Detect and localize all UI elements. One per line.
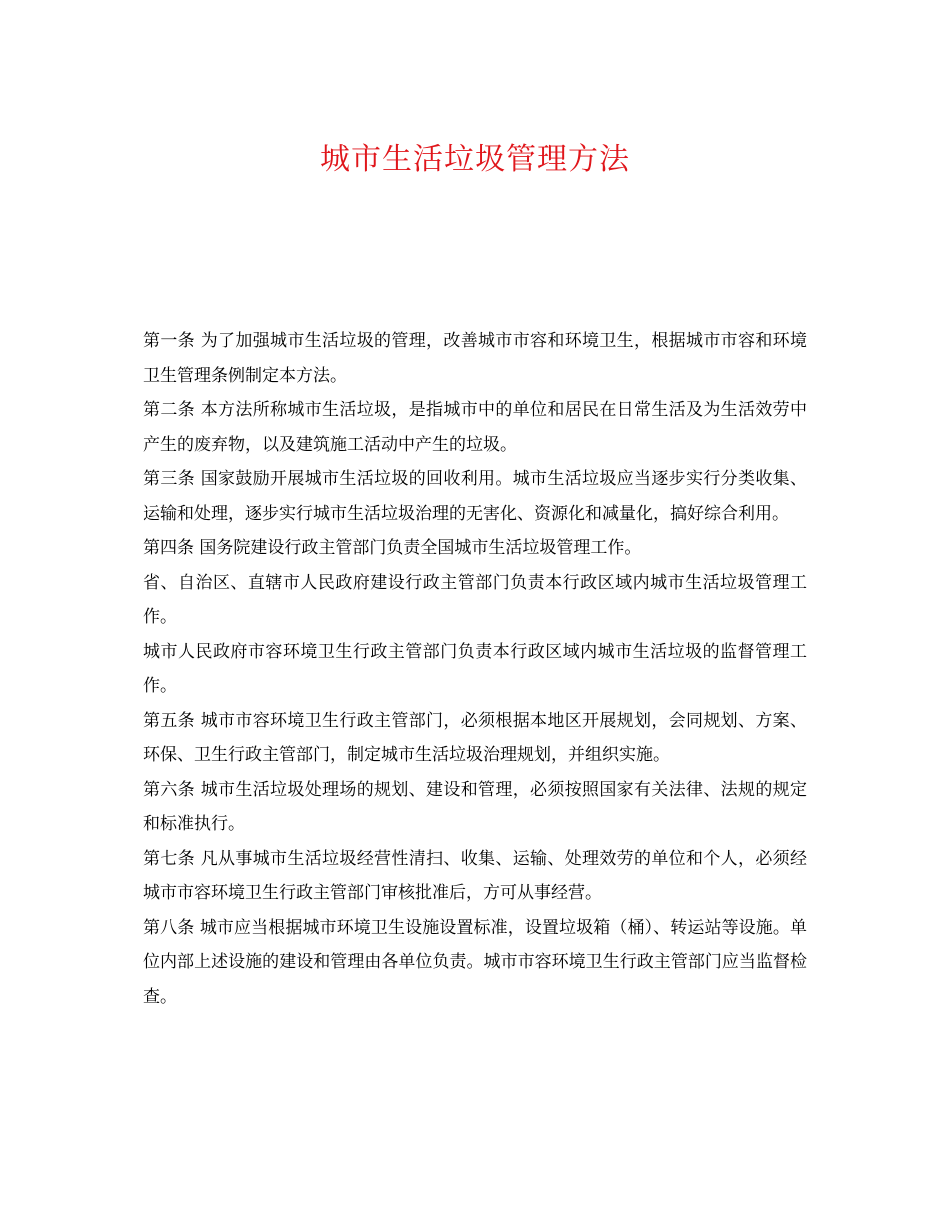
- document-body: [143, 324, 807, 1014]
- article-5-paragraph: 第五条 城市市容环境卫生行政主管部门，必须根据本地区开展规划，会同规划、方案、环保、卫生行政主管部门，制定城市生活垃圾治理规划，并组织实施。: [143, 710, 807, 765]
- article-4-paragraph: 第四条 国务院建设行政主管部门负责全国城市生活垃圾管理工作。: [143, 538, 642, 558]
- article-3-paragraph: 第三条 国家鼓励开展城市生活垃圾的回收利用。城市生活垃圾应当逐步实行分类收集、运输和处理，逐步实行城市生活垃圾治理的无害化、资源化和减量化，搞好综合利用。: [143, 469, 807, 524]
- article-6-paragraph: 第六条 城市生活垃圾处理场的规划、建设和管理，必须按照国家有关法律、法规的规定和标准执行。: [143, 779, 807, 834]
- article-7-paragraph: 第七条 凡从事城市生活垃圾经营性清扫、收集、运输、处理效劳的单位和个人，必须经城市市容环境卫生行政主管部门审核批准后，方可从事经营。: [143, 848, 807, 903]
- article-8-paragraph: 第八条 城市应当根据城市环境卫生设施设置标准，设置垃圾箱（桶）、转运站等设施。单位内部上述设施的建设和管理由各单位负责。城市市容环境卫生行政主管部门应当监督检查。: [143, 917, 807, 1007]
- article-2-paragraph: 第二条 本方法所称城市生活垃圾，是指城市中的单位和居民在日常生活及为生活效劳中产生的废弃物，以及建筑施工活动中产生的垃圾。: [143, 400, 807, 455]
- document-title: 城市生活垃圾管理方法: [320, 142, 630, 177]
- article-4-provincial-paragraph: 省、自治区、直辖市人民政府建设行政主管部门负责本行政区域内城市生活垃圾管理工作。: [143, 572, 807, 627]
- article-1-paragraph: 第一条 为了加强城市生活垃圾的管理，改善城市市容和环境卫生，根据城市市容和环境卫生管理条例制定本方法。: [143, 331, 807, 386]
- article-4-city-paragraph: 城市人民政府市容环境卫生行政主管部门负责本行政区域内城市生活垃圾的监督管理工作。: [143, 641, 807, 696]
